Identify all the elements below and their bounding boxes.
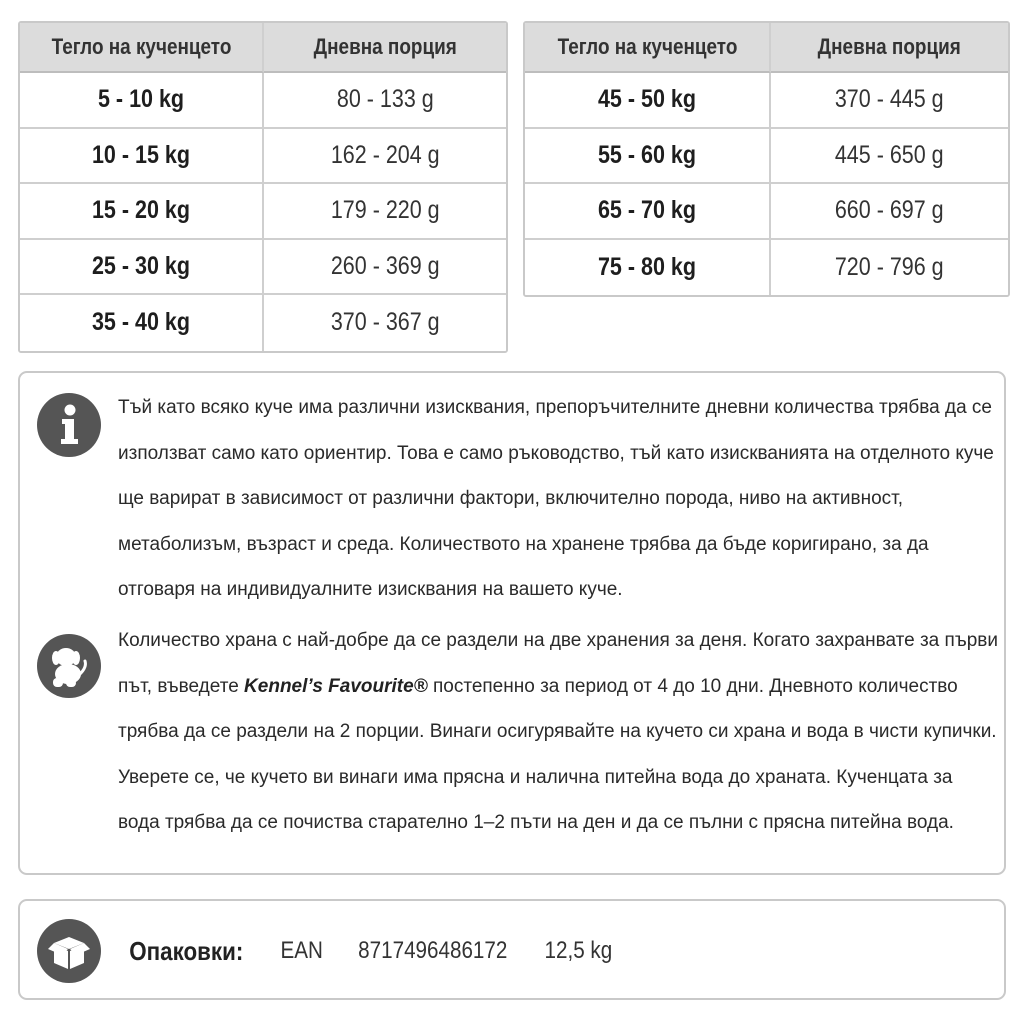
weight-cell: 35 - 40 kg [20,295,264,351]
weight-cell: 55 - 60 kg [525,129,771,185]
weight-cell: 5 - 10 kg [20,73,264,129]
puppy-icon [37,634,101,698]
portion-cell: 260 - 369 g [264,240,506,296]
instructions-text-end: постепенно за период от 4 до 10 дни. Дневното количество трябва да се раздели на 2 порции. Винаги осигурявайте на кучето си храна и вода в чисти купички. Уверете се, че кучето ви винаги има прясна и налична питейна вода до храната. Кученцата за вода трябва да се почиства старателно 1–2 пъти на ден и да се пълни с прясна питейна вода. [118,675,997,833]
table-row [525,73,1008,129]
package-box-icon [37,919,101,983]
brand-name: Kennel’s Favourite® [244,675,428,697]
table-row [525,129,1008,185]
table-row [20,73,506,129]
portion-cell: 162 - 204 g [264,129,506,185]
ean-code: 8717496486172 [358,937,508,964]
instructions-text-start: Количество храна с най-добре да се раздели на две хранения за деня. Когато захранвате за първи път, въведете [118,630,998,697]
package-glyph [37,919,101,983]
portion-cell: 179 - 220 g [264,184,506,240]
feeding-table-left [18,21,508,353]
portion-cell: 660 - 697 g [771,184,1008,240]
portion-cell: 80 - 133 g [264,73,506,129]
weight-cell: 15 - 20 kg [20,184,264,240]
packaging-details [120,931,638,971]
weight-cell: 65 - 70 kg [525,184,771,240]
weight-cell: 10 - 15 kg [20,129,264,185]
portion-cell: 720 - 796 g [771,240,1008,296]
packaging-label: Опаковки: [129,935,244,966]
feeding-instructions-paragraph [118,618,998,846]
table-row [20,240,506,296]
table-row [20,184,506,240]
table-row [20,129,506,185]
portion-cell: 370 - 367 g [264,295,506,351]
header-puppy-weight: Тегло на кученцето [525,23,771,73]
packaging-box [18,899,1006,1000]
table-header-row [525,23,1008,73]
header-puppy-weight: Тегло на кученцето [20,23,264,73]
table-header-row [20,23,506,73]
feeding-table-right [523,21,1010,297]
header-daily-portion: Дневна порция [771,23,1008,73]
table-row [525,184,1008,240]
header-daily-portion: Дневна порция [264,23,506,73]
package-weight: 12,5 kg [544,937,613,964]
info-icon [37,393,101,457]
puppy-glyph [37,634,101,698]
ean-label: EAN [280,937,323,964]
portion-cell: 445 - 650 g [771,129,1008,185]
info-glyph [37,393,101,457]
feeding-info-box [18,371,1006,875]
table-row [525,240,1008,296]
feeding-guideline-paragraph: Тъй като всяко куче има различни изисквания, препоръчителните дневни количества трябва да се използват само като ориентир. Това е само ръководство, тъй като изискванията на отделното куче ще варират в зависимост от различни фактори, включително порода, ниво на активност, метаболизъм, възраст и среда. Количеството на хранене трябва да бъде коригирано, за да отговаря на индивидуалните изисквания на вашето куче. [118,397,994,600]
table-row [20,295,506,351]
weight-cell: 45 - 50 kg [525,73,771,129]
weight-cell: 25 - 30 kg [20,240,264,296]
portion-cell: 370 - 445 g [771,73,1008,129]
weight-cell: 75 - 80 kg [525,240,771,296]
